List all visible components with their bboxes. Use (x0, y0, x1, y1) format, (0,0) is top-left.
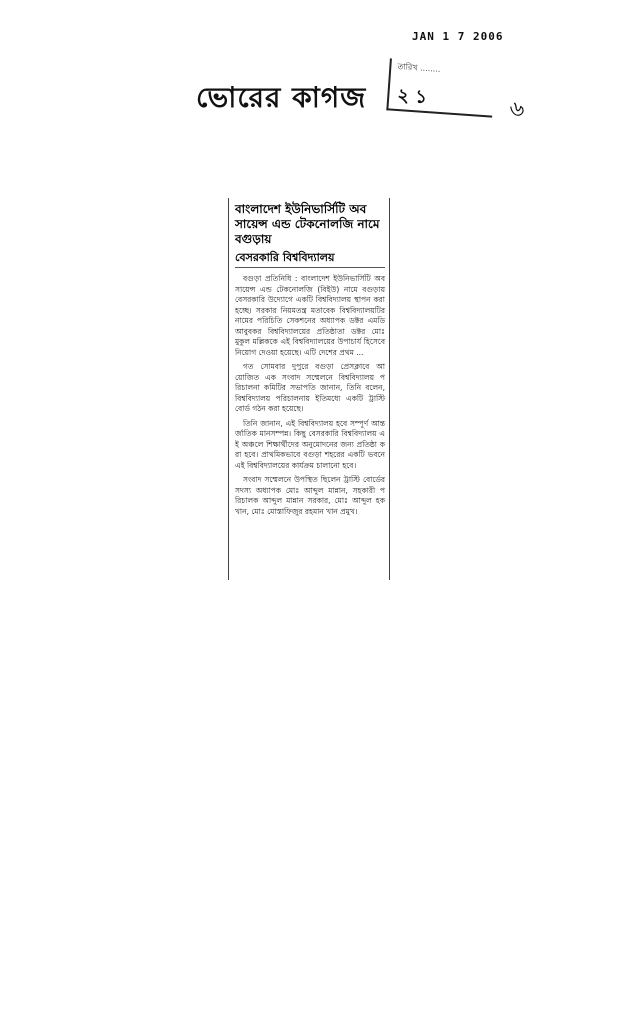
newspaper-masthead: ভোরের কাগজ (196, 81, 367, 114)
received-date-stamp: JAN 1 7 2006 (412, 30, 504, 43)
article-headline: বাংলাদেশ ইউনিভার্সিটি অব সায়েন্স এন্ড টেকনোলজি নামে বগুড়ায় (235, 202, 380, 246)
handwritten-mark: ৬ (508, 96, 526, 123)
article-paragraph: গত সোমবার দুপুরে বগুড়া প্রেসক্লাবে আয়োজিত এক সংবাদ সম্মেলনে বিশ্ববিদ্যালয় পরিচালনা কমিটির সভাপতি জানান, তিনি বলেন, বিশ্ববিদ্যালয় পরিচালনায় ইতিমধ্যে একটি ট্রাস্টি বোর্ড গঠন করা হয়েছে। (235, 362, 385, 413)
stamp-page-number: ২ ১ (396, 85, 428, 109)
article-paragraph: বগুড়া প্রতিনিধি : বাংলাদেশ ইউনিভার্সিটি অব সায়েন্স এন্ড টেকনোলজি (বিইউ) নামে বগুড়ায় বেসরকারি উদ্যোগে একটি বিশ্ববিদ্যালয় স্থাপন করা হচ্ছে। সরকার নিয়মতন্ত্র মতাবেক বিশ্ববিদ্যালয়টির নামের পরিচিতি সেকশনের অধ্যাপক ডক্টর এমডি আবুবকর বিশ্ববিদ্যালয়ের প্রতিষ্ঠাতা ডক্টর মোঃ মুকুল মল্লিককে এই বিশ্ববিদ্যালয়ের উপাচার্য হিসেবে নিয়োগ দেওয়া হয়েছে। এটি দেশের প্রথম ... (235, 274, 385, 357)
news-clipping (228, 198, 390, 580)
article-paragraph: তিনি জানান, এই বিশ্ববিদ্যালয় হবে সম্পূর্ণ আন্তর্জাতিক মানসম্পন্ন। কিছু বেসরকারি বিশ্ববিদ্যালয় এই অঞ্চলে শিক্ষার্থীদের অনুমোদনের জন্য প্রতিষ্ঠা করা হবে। প্রাথমিকভাবে বগুড়া শহরের একটি ভবনে এই বিশ্ববিদ্যালয়ের কার্যক্রম চালানো হবে। (235, 418, 385, 470)
stamp-date-line: তারিখ ........ (397, 61, 441, 74)
article-subhead: বেসরকারি বিশ্ববিদ্যালয় (235, 251, 385, 268)
article-paragraph: সংবাদ সম্মেলনে উপস্থিত ছিলেন ট্রাস্টি বোর্ডের সদস্য অধ্যাপক মোঃ আব্দুল মান্নান, সহকারী পরিচালক আব্দুল মান্নান সরকার, মোঃ আব্দুল হক খান, মোঃ মোস্তাফিজুর রহমান খান প্রমুখ। (235, 475, 385, 516)
archive-stamp (386, 58, 495, 117)
